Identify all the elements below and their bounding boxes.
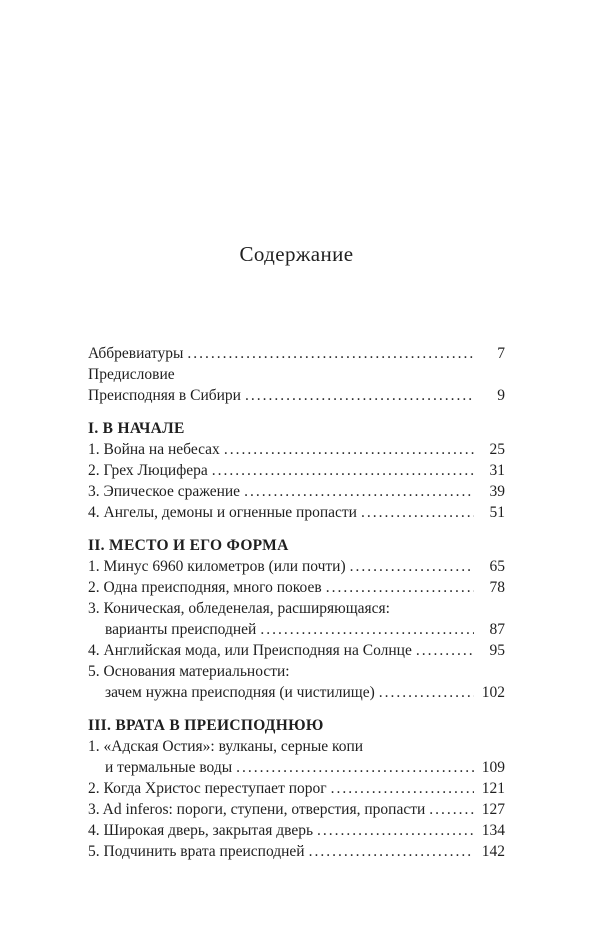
entry-label: и термальные воды xyxy=(105,759,233,776)
entry-label: 2. Грех Люцифера xyxy=(88,462,208,479)
entry-page-number: 7 xyxy=(497,345,505,362)
toc-entry-line xyxy=(88,385,505,406)
entry-label: 2. Одна преисподняя, много покоев xyxy=(88,579,322,596)
page-title: Содержание xyxy=(239,242,354,266)
entry-label: 2. Когда Христос переступает порог xyxy=(88,780,327,797)
entry-label: 1. Минус 6960 километров (или почти) xyxy=(88,558,346,575)
entry-page-number: 87 xyxy=(489,621,505,638)
section-heading: III. ВРАТА В ПРЕИСПОДНЮЮ xyxy=(88,717,324,734)
entry-label: 1. Война на небесах xyxy=(88,441,220,458)
dot-leader xyxy=(224,439,474,460)
dot-leader xyxy=(379,682,474,703)
toc-entry-line xyxy=(88,556,505,577)
toc-entry-line xyxy=(88,619,505,640)
toc-entry-line xyxy=(88,736,505,757)
dot-leader xyxy=(309,841,474,862)
entry-label: варианты преисподней xyxy=(105,621,257,638)
entry-label: Аббревиатуры xyxy=(88,345,184,362)
toc-entry-line xyxy=(88,439,505,460)
dot-leader xyxy=(245,385,474,406)
entry-page-number: 65 xyxy=(489,558,505,575)
entry-page-number: 31 xyxy=(489,462,505,479)
toc-section xyxy=(88,343,505,406)
entry-label: 1. «Адская Остия»: вулканы, серные копи xyxy=(88,738,364,755)
entry-page-number: 102 xyxy=(481,684,505,701)
entry-page-number: 78 xyxy=(489,579,505,596)
entry-label: 5. Подчинить врата преисподней xyxy=(88,843,305,860)
toc-entry-line xyxy=(88,640,505,661)
entry-page-number: 109 xyxy=(481,759,505,776)
dot-leader xyxy=(212,460,474,481)
toc-entry-line xyxy=(88,778,505,799)
dot-leader xyxy=(236,757,474,778)
dot-leader xyxy=(244,481,474,502)
entry-label: 3. Ad inferos: пороги, ступени, отверстия, пропасти xyxy=(88,801,426,818)
entry-page-number: 95 xyxy=(489,642,505,659)
toc-section xyxy=(88,535,505,703)
toc-entry-line xyxy=(88,364,505,385)
dot-leader xyxy=(350,556,474,577)
entry-label: 4. Ангелы, демоны и огненные пропасти xyxy=(88,504,357,521)
toc-section xyxy=(88,715,505,862)
toc-section xyxy=(88,418,505,523)
entry-page-number: 39 xyxy=(489,483,505,500)
toc-entry-line xyxy=(88,343,505,364)
toc-entry-line xyxy=(88,598,505,619)
toc-entry-line xyxy=(88,757,505,778)
dot-leader xyxy=(416,640,474,661)
toc-entry-line xyxy=(88,481,505,502)
entry-label: 3. Эпическое сражение xyxy=(88,483,241,500)
dot-leader xyxy=(317,820,474,841)
toc-entry-line xyxy=(88,841,505,862)
entry-label: Преисподняя в Сибири xyxy=(88,387,241,404)
toc-entry-line xyxy=(88,460,505,481)
entry-page-number: 142 xyxy=(481,843,505,860)
entry-page-number: 51 xyxy=(489,504,505,521)
entry-page-number: 9 xyxy=(497,387,505,404)
entry-label: 5. Основания материальности: xyxy=(88,663,290,680)
section-heading: II. МЕСТО И ЕГО ФОРМА xyxy=(88,537,289,554)
entry-page-number: 134 xyxy=(481,822,505,839)
entry-page-number: 121 xyxy=(481,780,505,797)
toc-list xyxy=(88,343,505,862)
dot-leader xyxy=(429,799,474,820)
entry-label: Предисловие xyxy=(88,366,175,383)
entry-label: 4. Английская мода, или Преисподняя на Солнце xyxy=(88,642,412,659)
dot-leader xyxy=(361,502,474,523)
entry-page-number: 25 xyxy=(489,441,505,458)
toc-entry-line xyxy=(88,502,505,523)
dot-leader xyxy=(331,778,474,799)
dot-leader xyxy=(260,619,474,640)
entry-label: 3. Коническая, обледенелая, расширяющаяся: xyxy=(88,600,390,617)
entry-label: зачем нужна преисподняя (и чистилище) xyxy=(105,684,375,701)
toc-entry-line xyxy=(88,682,505,703)
entry-page-number: 127 xyxy=(481,801,505,818)
dot-leader xyxy=(187,343,474,364)
entry-label: 4. Широкая дверь, закрытая дверь xyxy=(88,822,314,839)
toc-entry-line xyxy=(88,799,505,820)
toc-entry-line xyxy=(88,577,505,598)
dot-leader xyxy=(326,577,474,598)
toc-entry-line xyxy=(88,661,505,682)
toc-entry-line xyxy=(88,820,505,841)
section-heading: I. В НАЧАЛЕ xyxy=(88,420,185,437)
